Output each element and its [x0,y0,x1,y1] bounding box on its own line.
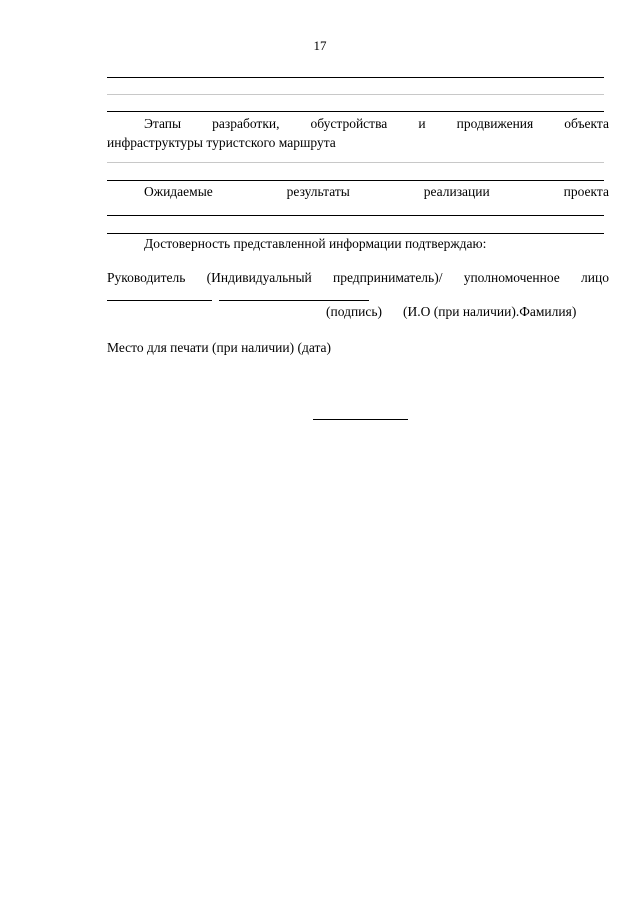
blank-line [107,180,604,181]
blank-line [107,94,604,95]
signature-caption: (подпись) [326,304,383,319]
stages-paragraph [107,114,609,152]
signature-blank [107,300,212,301]
blank-line [107,215,604,216]
stages-line-1: Этапы разработки, обустройства и продвижения объекта [144,116,609,131]
blank-line [107,162,604,163]
results-paragraph [107,182,609,201]
name-blank [219,300,369,301]
head-paragraph [107,268,609,287]
results-line: Ожидаемые результаты реализации проекта [144,184,609,199]
name-caption: (И.О (при наличии).Фамилия) [403,304,577,319]
stages-line-2: инфраструктуры туристского маршрута [107,135,336,150]
confirmation-text: Достоверность представленной информации подтверждаю: [144,236,487,251]
blank-line [107,111,604,112]
end-rule [313,419,408,420]
page-number: 17 [313,38,327,53]
blank-line [107,77,604,78]
head-line: Руководитель (Индивидуальный предприниматель)/ уполномоченное лицо [107,270,609,285]
stamp-place-text: Место для печати (при наличии) (дата) [107,340,332,355]
